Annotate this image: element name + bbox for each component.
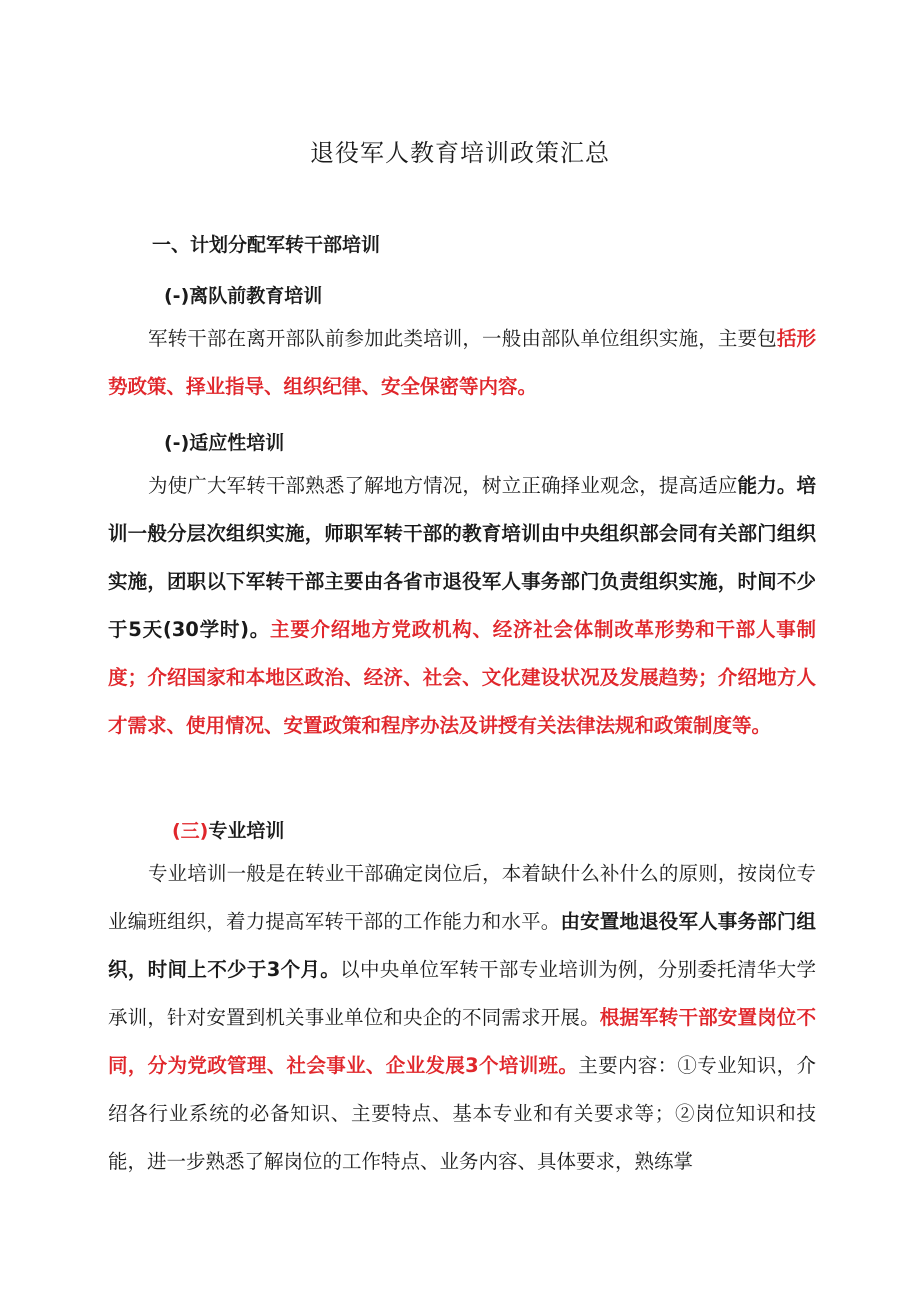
- subsection-heading-3: [172, 816, 284, 843]
- paragraph-adaptive-training: [108, 462, 816, 750]
- paragraph-highlight-red: 根据军转干部安置岗位不同，分为党政管理、社会事业、企业发展3个培训班。: [108, 1006, 816, 1077]
- section-heading-1: 一、计划分配军转干部培训: [152, 234, 381, 256]
- subsection-heading-3-number: (三): [172, 820, 209, 842]
- paragraph-highlight-red: 括形势政策、择业指导、组织纪律、安全保密等内容。: [108, 327, 816, 398]
- subsection-heading-3-text: 专业培训: [208, 820, 285, 842]
- paragraph-text: 以中央单位军转干部专业培训为例，分别委托清华大学承训，针对安置到机关事业单位和央企的不同需求开展。: [108, 958, 816, 1029]
- paragraph-highlight-bold: 由安置地退役军人事务部门组织，时间上不少于3个月。: [108, 910, 816, 981]
- paragraph-text: 主要内容：①专业知识，介绍各行业系统的必备知识、主要特点、基本专业和有关要求等；②岗位知识和技能，进一步熟悉了解岗位的工作特点、业务内容、具体要求，熟练掌: [108, 1054, 816, 1173]
- paragraph-professional-training: [108, 850, 816, 1186]
- paragraph-highlight-bold: 能力。培训一般分层次组织实施，师职军转干部的教育培训由中央组织部会同有关部门组织实施，团职以下军转干部主要由各省市退役军人事务部门负责组织实施，时间不少于5天(30学时)。: [108, 474, 816, 641]
- subsection-heading-2: (-)适应性培训: [164, 432, 285, 454]
- paragraph-pre-departure: [108, 315, 816, 411]
- paragraph-text: 专业培训一般是在转业干部确定岗位后，本着缺什么补什么的原则，按岗位专业编班组织，着力提高军转干部的工作能力和水平。: [108, 862, 816, 933]
- paragraph-text: 为使广大军转干部熟悉了解地方情况，树立正确择业观念，提高适应: [148, 474, 738, 497]
- subsection-heading-1: (-)离队前教育培训: [164, 285, 323, 307]
- paragraph-highlight-red: 主要介绍地方党政机构、经济社会体制改革形势和干部人事制度；介绍国家和本地区政治、经济、社会、文化建设状况及发展趋势；介绍地方人才需求、使用情况、安置政策和程序办法及讲授有关法律法规和政策制度等。: [108, 618, 816, 737]
- paragraph-text: 军转干部在离开部队前参加此类培训，一般由部队单位组织实施，主要包: [148, 327, 777, 350]
- document-title: 退役军人教育培训政策汇总: [310, 139, 610, 167]
